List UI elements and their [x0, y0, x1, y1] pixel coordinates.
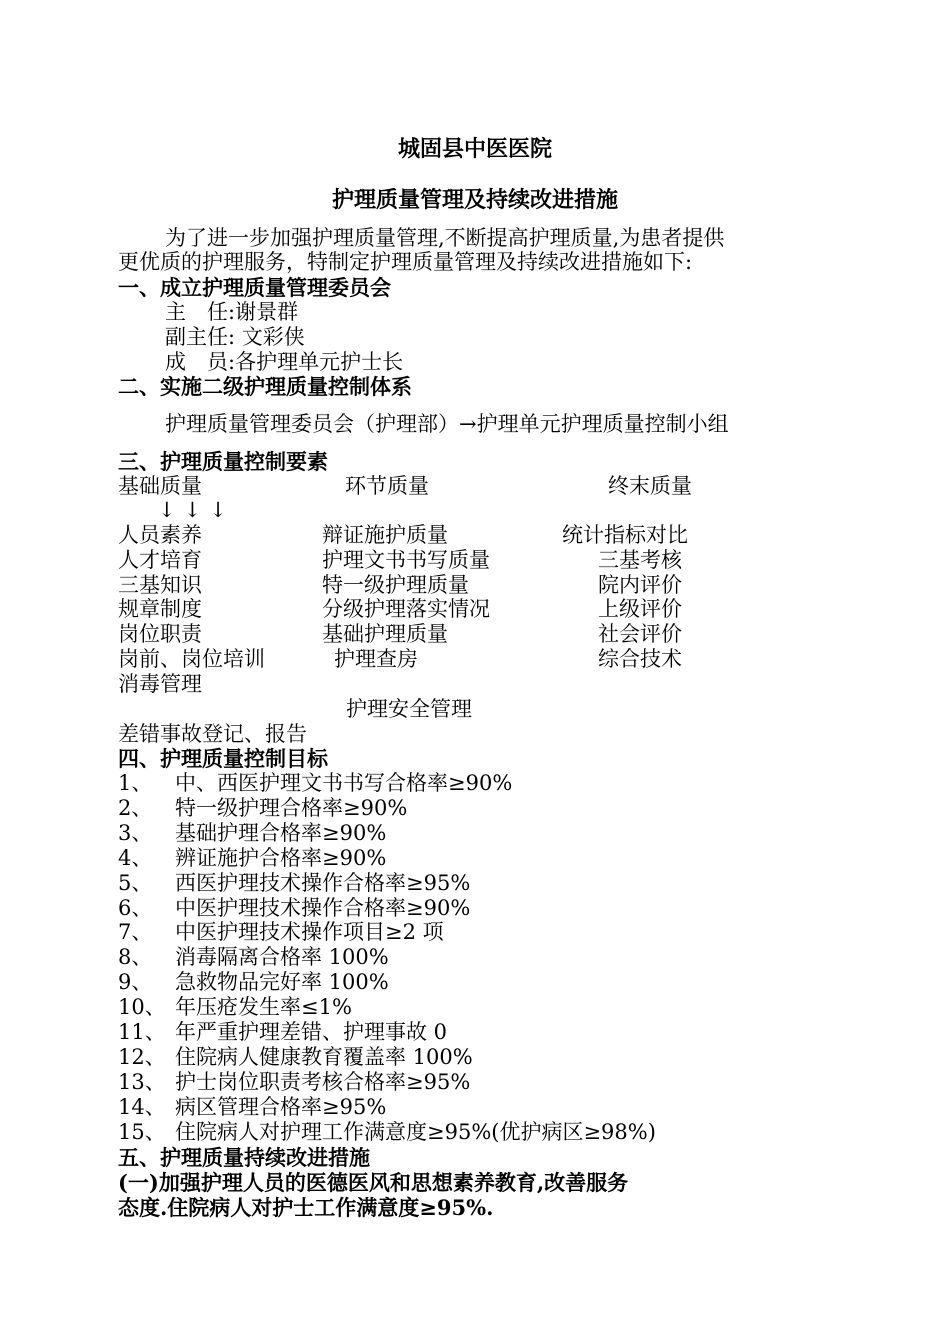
section-2-heading: 二、实施二级护理质量控制体系	[118, 374, 412, 399]
list-item-number: 14、	[118, 1095, 166, 1119]
list-item-number: 11、	[118, 1020, 166, 1044]
list-item	[118, 871, 152, 896]
final-quality-item: 三基考核	[598, 548, 682, 572]
list-item-number: 3、	[118, 821, 153, 845]
list-item-number: 12、	[118, 1045, 166, 1069]
measure-1-line-1: (一)加强护理人员的医德医风和思想素养教育,改善服务	[118, 1170, 629, 1195]
list-item-number: 6、	[118, 896, 153, 920]
intro-line-1: 为了进一步加强护理质量管理,不断提高护理质量,为患者提供	[165, 226, 725, 250]
control-flow: 护理质量管理委员会（护理部）→护理单元护理质量控制小组	[165, 412, 729, 436]
list-item-text: 中、西医护理文书书写合格率≥90%	[175, 771, 513, 795]
list-item-number: 10、	[118, 995, 166, 1019]
column-header-basic: 基础质量	[118, 474, 202, 498]
list-item	[118, 1070, 166, 1095]
list-item	[118, 1095, 166, 1120]
list-item-number: 1、	[118, 771, 153, 795]
final-quality-item: 社会评价	[598, 622, 682, 646]
list-item-text: 消毒隔离合格率 100%	[175, 945, 389, 969]
list-item-number: 5、	[118, 871, 153, 895]
basic-quality-item: 岗前、岗位培训	[118, 647, 265, 671]
list-item-text: 特一级护理合格率≥90%	[175, 796, 408, 820]
committee-deputy: 副主任: 文彩侠	[165, 325, 305, 349]
list-item	[118, 896, 152, 921]
down-arrows	[158, 498, 235, 523]
list-item	[118, 796, 152, 821]
list-item	[118, 970, 152, 995]
basic-quality-item: 三基知识	[118, 573, 202, 597]
list-item	[118, 1045, 166, 1070]
list-item-number: 15、	[118, 1120, 166, 1144]
basic-quality-item: 人员素养	[118, 523, 202, 547]
process-quality-item: 特一级护理质量	[322, 573, 469, 597]
basic-quality-item: 人才培育	[118, 548, 202, 572]
list-item-number: 13、	[118, 1070, 166, 1094]
list-item-text: 年压疮发生率≤1%	[175, 995, 352, 1019]
column-header-process: 环节质量	[345, 474, 429, 498]
process-quality-item: 护理查房	[334, 647, 418, 671]
safety-management: 护理安全管理	[346, 697, 472, 721]
section-4-heading: 四、护理质量控制目标	[118, 746, 328, 771]
process-quality-item: 分级护理落实情况	[322, 597, 490, 621]
basic-quality-item: 岗位职责	[118, 622, 202, 646]
basic-quality-item: 消毒管理	[118, 672, 202, 696]
intro-line-2: 更优质的护理服务，特制定护理质量管理及持续改进措施如下:	[118, 250, 693, 274]
list-item	[118, 771, 152, 796]
list-item	[118, 1020, 166, 1045]
list-item	[118, 920, 152, 945]
list-item-text: 中医护理技术操作项目≥2 项	[175, 920, 444, 944]
final-quality-item: 统计指标对比	[562, 523, 688, 547]
final-quality-item: 综合技术	[598, 647, 682, 671]
list-item-text: 中医护理技术操作合格率≥90%	[175, 896, 471, 920]
list-item-number: 2、	[118, 796, 153, 820]
final-quality-item: 上级评价	[598, 597, 682, 621]
section-5-heading: 五、护理质量持续改进措施	[118, 1145, 370, 1170]
down-arrow-icon: ↓	[183, 498, 202, 522]
list-item-text: 基础护理合格率≥90%	[175, 821, 387, 845]
list-item	[118, 995, 166, 1020]
list-item-number: 7、	[118, 920, 153, 944]
final-quality-item: 院内评价	[598, 573, 682, 597]
hospital-title: 城固县中医医院	[397, 136, 552, 162]
list-item-text: 辨证施护合格率≥90%	[175, 846, 387, 870]
basic-quality-item: 规章制度	[118, 597, 202, 621]
down-arrow-icon: ↓	[158, 498, 176, 522]
measure-1-line-2: 态度.住院病人对护士工作满意度≥95%.	[118, 1195, 494, 1220]
committee-members: 成 员:各护理单元护士长	[165, 350, 404, 374]
list-item-text: 住院病人健康教育覆盖率 100%	[175, 1045, 473, 1069]
list-item-text: 住院病人对护理工作满意度≥95%(优护病区≥98%)	[175, 1120, 656, 1144]
column-header-final: 终末质量	[608, 474, 692, 498]
list-item-text: 年严重护理差错、护理事故 0	[175, 1020, 448, 1044]
list-item	[118, 821, 152, 846]
list-item-text: 急救物品完好率 100%	[175, 970, 389, 994]
down-arrow-icon: ↓	[209, 498, 227, 522]
list-item-text: 西医护理技术操作合格率≥95%	[175, 871, 471, 895]
error-report: 差错事故登记、报告	[118, 722, 307, 746]
process-quality-item: 基础护理质量	[322, 622, 448, 646]
process-quality-item: 护理文书书写质量	[322, 548, 490, 572]
section-1-heading: 一、成立护理质量管理委员会	[118, 275, 391, 300]
committee-director: 主 任:谢景群	[165, 300, 299, 324]
list-item-number: 8、	[118, 945, 153, 969]
list-item	[118, 1120, 166, 1145]
list-item-text: 护士岗位职责考核合格率≥95%	[175, 1070, 471, 1094]
document-title: 护理质量管理及持续改进措施	[331, 187, 618, 213]
section-3-heading: 三、护理质量控制要素	[118, 449, 328, 474]
list-item-number: 4、	[118, 846, 153, 870]
list-item-number: 9、	[118, 970, 153, 994]
process-quality-item: 辩证施护质量	[322, 523, 448, 547]
list-item-text: 病区管理合格率≥95%	[175, 1095, 387, 1119]
list-item	[118, 945, 152, 970]
list-item	[118, 846, 152, 871]
